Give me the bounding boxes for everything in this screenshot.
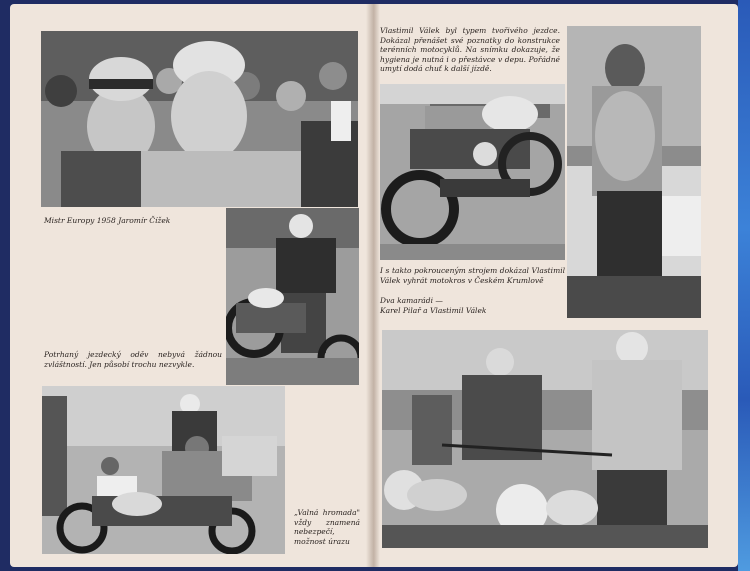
caption-pileup [294,508,360,546]
caption-valek [380,26,560,74]
caption-valek-text: Vlastimil Válek byl typem tvořivého jezdce. Dokázal přenášet své poznatky do konstrukce terénních motocyklů. Na snímku dokazuje, že hygiena je nutná i o přestávce v depu. Pořádné umytí dodá chuť k další jízdě. [380,26,560,73]
caption-friends-line2: Karel Pilař a Vlastimil Válek [380,305,487,315]
caption-friends [380,296,565,315]
book-gutter [366,4,380,567]
photo-friends [382,330,708,548]
caption-bike-text: I s takto pokrouceným strojem dokázal Vlastimil Válek vyhrát motokros v Českém Krumlově [380,266,565,285]
caption-bike [380,266,565,285]
photo-champion-crowd [41,31,358,207]
book-cover-edge [738,0,750,571]
photo-pileup [42,386,285,554]
photo-motorcycle [380,84,565,260]
photo-washing [567,26,701,318]
caption-friends-line1: Dva kamarádi — [380,296,443,305]
caption-outfit [44,350,222,369]
caption-outfit-text: Potrhaný jezdecký oděv nebyvá žádnou zvláštností. Jen působí trochu nezvykle. [44,350,222,369]
caption-pileup-text: „Valná hromada" vždy znamená nebezpečí, možnost úrazu [294,508,360,546]
caption-champion-text: Mistr Europy 1958 Jaromír Čížek [44,216,171,225]
photo-rider [226,208,359,385]
caption-champion [44,216,224,226]
